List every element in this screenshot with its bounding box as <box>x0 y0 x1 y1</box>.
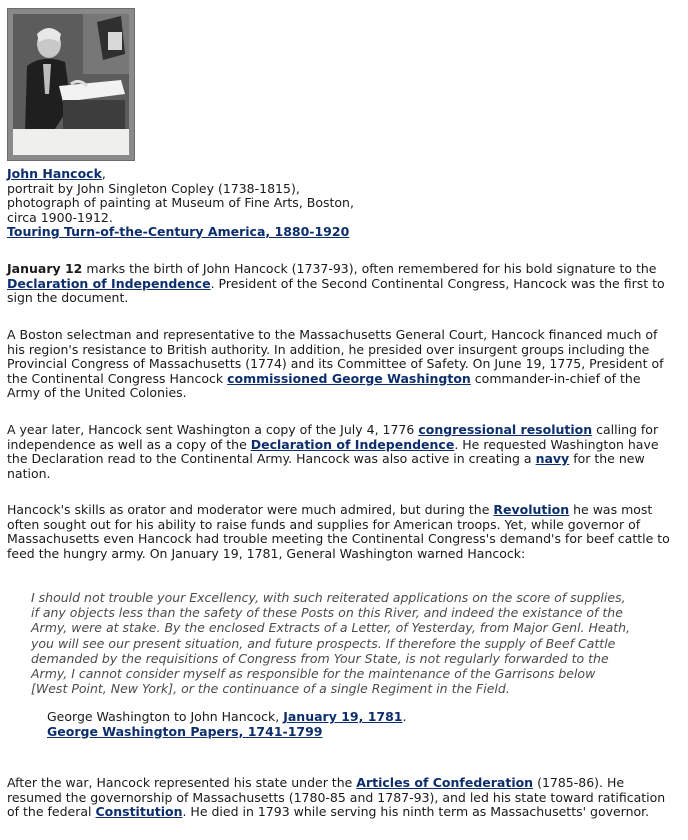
paragraph-text: marks the birth of John Hancock (1737-93), often remembered for his bold signature to the <box>82 261 657 276</box>
commissioned-george-washington-link[interactable]: commissioned George Washington <box>227 370 471 386</box>
george-washington-papers-link[interactable]: George Washington Papers, 1741-1799 <box>47 723 323 739</box>
caption-source: photograph of painting at Museum of Fine Arts, Boston, <box>7 195 354 210</box>
articles-of-confederation-link[interactable]: Articles of Confederation <box>356 775 534 790</box>
citation-period: . <box>402 709 407 724</box>
touring-america-collection-link[interactable]: Touring Turn-of-the-Century America, 1880-1920 <box>7 224 350 239</box>
paragraph-selectman <box>7 328 677 401</box>
paragraph-text: Hancock's skills as orator and moderator were much admired, but during the <box>7 502 494 517</box>
paragraph-text: . He requested Washington have the Declaration read to the Continental Army. Hancock was also active in creating a <box>7 436 659 466</box>
paragraph-text: A year later, Hancock sent Washington a copy of the July 4, 1776 <box>7 422 419 437</box>
portrait-caption <box>7 167 677 240</box>
paragraph-orator <box>7 503 677 561</box>
citation-text: George Washington to John Hancock, <box>47 709 284 724</box>
paragraph-text: he was most often sought out for his ability to raise funds and supplies for American troops. Yet, while governor of Massachusetts even Hancock had trouble meeting the Continental Congress's demand's for beef cattle to feed the hungry army. On January 19, 1781, General Washington warned Hancock: <box>7 502 670 561</box>
paragraph-text: . President of the Second Continental Congress, Hancock was the first to sign the document. <box>7 275 665 305</box>
congressional-resolution-link[interactable]: congressional resolution <box>418 422 593 437</box>
caption-comma: , <box>101 166 106 181</box>
paragraph-birth <box>7 262 677 306</box>
paragraph-text: . He died in 1793 while serving his ninth term as Massachusetts' governor. <box>182 804 650 819</box>
portrait-image-frame[interactable] <box>7 8 135 161</box>
paragraph-date: January 12 <box>7 261 83 276</box>
caption-artist: portrait by John Singleton Copley (1738-1815), <box>7 180 300 196</box>
paragraph-text: After the war, Hancock represented his state under the <box>7 775 357 790</box>
declaration-of-independence-link-2[interactable]: Declaration of Independence <box>250 436 455 452</box>
navy-link[interactable]: navy <box>535 451 570 466</box>
paragraph-text: A Boston selectman and representative to the Massachusetts General Court, Hancock financed much of his region's resistance to British authority. In addition, he presided over insurgent groups including the Provincial Congress of Massachusetts (1774) and its Committee of Safety. On June 19, 1775, President of the Continental Congress Hancock <box>7 327 664 386</box>
caption-date: circa 1900-1912. <box>7 209 113 225</box>
quote-citation <box>47 710 607 739</box>
john-hancock-portrait-image[interactable] <box>13 14 129 155</box>
paragraph-text: commander-in-chief of the Army of the United Colonies. <box>7 370 641 400</box>
paragraph-text: for the new nation. <box>7 451 645 481</box>
paragraph-year-later <box>7 423 677 481</box>
declaration-of-independence-link[interactable]: Declaration of Independence <box>7 275 211 291</box>
washington-quote: I should not trouble your Excellency, with such reiterated applications on the score of supplies, if any objects less than the safety of these Posts on this River, and indeed the existance of the Army, were at stake. By the enclosed Extracts of a Letter, of Yesterday, from Major Genl. Heath, you will see our present situation, and future prospects. If therefore the supply of Beef Cattle demanded by the requisitions of Congress from Your State, is not regularly forwarded to the Army, I cannot consider myself as responsible for the maintenance of the Garrisons below [West Point, New York], or the continuance of a single Regiment in the Field. <box>31 590 631 697</box>
january-19-1781-link[interactable]: January 19, 1781 <box>283 709 403 724</box>
paragraph-after-war <box>7 776 677 820</box>
john-hancock-link[interactable]: John Hancock <box>7 166 102 181</box>
paragraph-text: (1785-86). He resumed the governorship of Massachusetts (1780-85 and 1787-93), and led his state toward ratification of the federal <box>7 775 666 819</box>
revolution-link[interactable]: Revolution <box>493 502 570 517</box>
paragraph-text: calling for independence as well as a copy of the <box>7 422 659 452</box>
constitution-link[interactable]: Constitution <box>95 804 183 819</box>
portrait-illustration <box>13 14 129 155</box>
